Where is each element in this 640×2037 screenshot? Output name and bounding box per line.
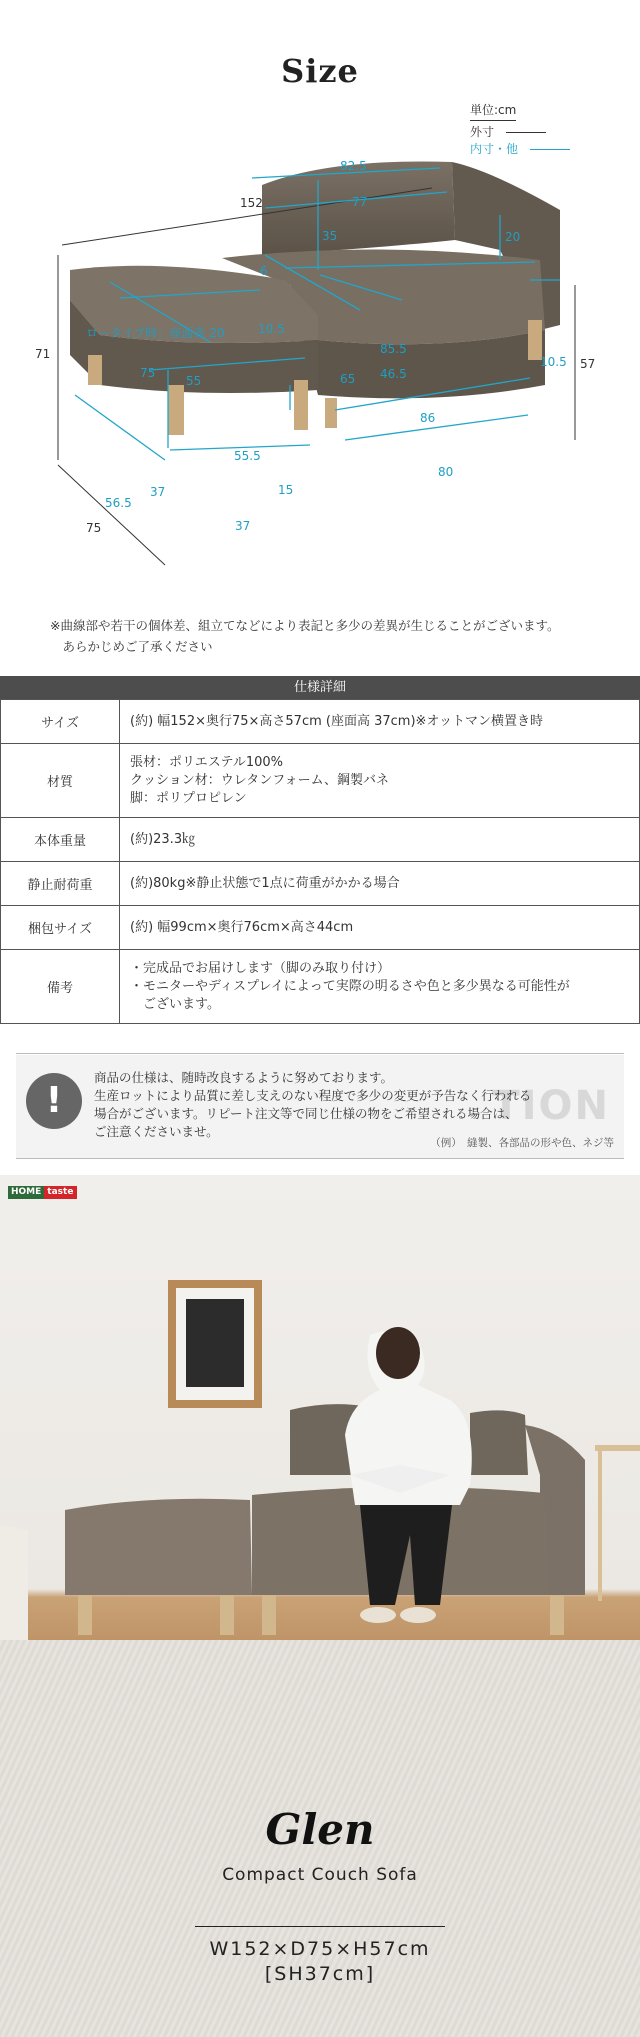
product-photo — [0, 1175, 640, 2037]
row-value: (約) 幅152×奥行75×高さ57cm (座面高 37cm)※オットマン横置き時 — [120, 700, 640, 744]
leg — [325, 398, 337, 428]
dim-total-width: 152 — [240, 196, 263, 210]
spec-table — [0, 676, 640, 1024]
exclamation-icon: ! — [26, 1073, 82, 1129]
row-value: (約) 幅99cm×奥行76cm×高さ44cm — [120, 906, 640, 950]
product-name: Glen — [265, 1805, 375, 1854]
dim-ottoman-diag: 75 — [140, 366, 156, 380]
row-label: サイズ — [1, 700, 120, 744]
dim-height-total: 71 — [35, 347, 51, 361]
dim-low-type: ロータイプ時：座面高 20 — [86, 326, 225, 340]
dim-back-cushion: 6 — [260, 264, 268, 278]
row-value: 張材：ポリエステル100% クッション材：ウレタンフォーム、鋼製バネ 脚：ポリプロピレン — [120, 744, 640, 818]
table-row — [1, 862, 640, 906]
dim-leg-height: 15 — [278, 483, 294, 497]
dim-arm-width: 10.5 — [540, 355, 567, 369]
dim-ottoman-top: 55.5 — [234, 449, 261, 463]
dim-leg-span: 80 — [438, 465, 454, 479]
dim-seat-thickness: 10.5 — [258, 322, 285, 336]
product-subtitle: Compact Couch Sofa — [222, 1865, 418, 1885]
dim-seat-depth: 46.5 — [380, 367, 407, 381]
note-line: ※曲線部や若干の個体差、組立てなどにより表記と多少の差異が生じることがございます。 — [50, 618, 560, 633]
divider — [16, 1053, 624, 1054]
divider — [195, 1926, 445, 1927]
table-row — [1, 906, 640, 950]
inner-label: 内寸・他 — [470, 142, 519, 156]
row-label: 備考 — [1, 950, 120, 1024]
caution-box — [16, 1055, 624, 1158]
dim-depth: 75 — [86, 521, 102, 535]
ottoman — [65, 1499, 252, 1595]
row-label: 静止耐荷重 — [1, 862, 120, 906]
product-dimensions: W152×D75×H57cm — [209, 1938, 431, 1960]
outer-arrow-icon — [506, 132, 546, 133]
divider — [16, 1158, 624, 1159]
leg — [294, 380, 308, 430]
row-value: (約)80kg※静止状態で1点に荷重がかかる場合 — [120, 862, 640, 906]
row-label: 材質 — [1, 744, 120, 818]
dim-seat-diag: 65 — [340, 372, 356, 386]
spec-header: 仕様詳細 — [0, 676, 640, 699]
dim-back-width: 82.5 — [340, 159, 367, 173]
size-section — [0, 0, 640, 670]
dim-ottoman-height: 37 — [150, 485, 166, 499]
table-row — [1, 700, 640, 744]
dim-back-inner: 77 — [352, 195, 368, 209]
room-scene — [0, 1175, 640, 1645]
brand-logo: HOME taste — [8, 1186, 77, 1199]
leg — [528, 320, 542, 360]
row-label: 本体重量 — [1, 818, 120, 862]
dim-seat-front: 86 — [420, 411, 436, 425]
size-notes — [50, 615, 559, 657]
table-row — [1, 818, 640, 862]
dim-seat-width: 85.5 — [380, 342, 407, 356]
unit-label: 単位:cm — [470, 102, 516, 121]
caution-example: （例） 縫製、各部品の形や色、ネジ等 — [430, 1137, 614, 1149]
dim-ottoman-inner: 55 — [186, 374, 202, 388]
dim-ottoman-front: 56.5 — [105, 496, 132, 510]
row-value: (約)23.3㎏ — [120, 818, 640, 862]
outer-label: 外寸 — [470, 125, 495, 139]
caution-text: 商品の仕様は、随時改良するように努めております。 生産ロットにより品質に差し支えのない程度で多少の変更が予告なく行われる 場合がございます。リピート注文等で同じ仕様の物をご希望される場合は、 ご注意くださいませ。 — [94, 1070, 532, 1139]
size-title: Size — [281, 52, 359, 90]
row-value: ・完成品でお届けします（脚のみ取り付け） ・モニターやディスプレイによって実際の明るさや色と多少異なる可能性が ございます。 — [120, 950, 640, 1024]
row-label: 梱包サイズ — [1, 906, 120, 950]
sofa-dimension-diagram — [0, 140, 640, 580]
table-row — [1, 950, 640, 1024]
caution-watermark: TION — [492, 1083, 610, 1129]
note-line: あらかじめご了承ください — [50, 639, 213, 654]
table-row — [1, 744, 640, 818]
dim-arm-height: 20 — [505, 230, 521, 244]
seat-height: [SH37cm] — [264, 1963, 376, 1985]
dim-ottoman-base: 37 — [235, 519, 251, 533]
leg — [168, 385, 184, 435]
dim-height-sofa: 57 — [580, 357, 596, 371]
sofa-cushion — [470, 1410, 528, 1475]
leg — [88, 355, 102, 385]
dim-back-height: 35 — [322, 229, 338, 243]
